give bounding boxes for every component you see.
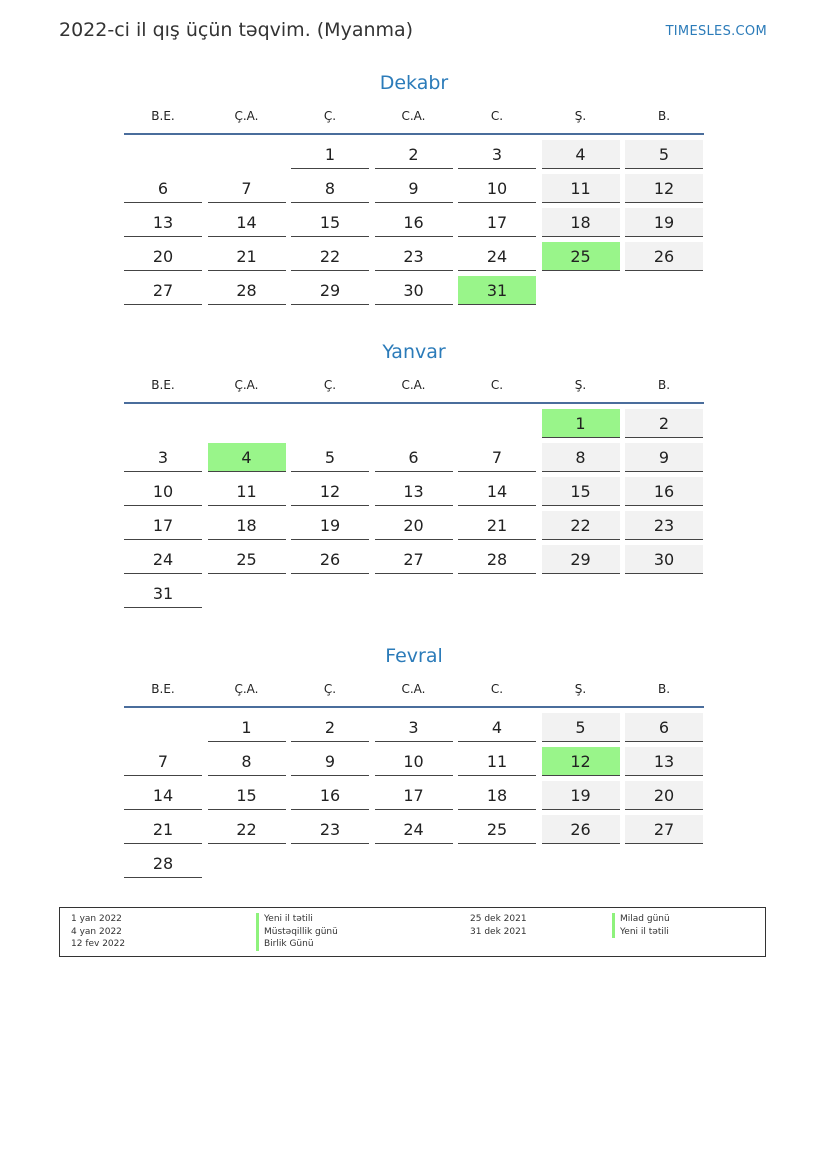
day-cell: 3 (375, 713, 453, 742)
day-cell: 20 (124, 242, 202, 271)
day-cell: 2 (625, 409, 703, 438)
legend-names-right (612, 913, 670, 938)
day-cell: 15 (542, 477, 620, 506)
day-cell: 23 (291, 815, 369, 844)
weekday-label: C.A. (401, 109, 426, 123)
day-cell: 14 (458, 477, 536, 506)
day-cell: 9 (375, 174, 453, 203)
holiday-day-cell: 1 (542, 409, 620, 438)
weekday-label: Ş. (574, 682, 587, 696)
day-cell: 8 (208, 747, 286, 776)
day-cell: 11 (542, 174, 620, 203)
holiday-day-cell: 25 (542, 242, 620, 271)
day-cell: 11 (458, 747, 536, 776)
day-cell: 24 (458, 242, 536, 271)
day-cell: 21 (124, 815, 202, 844)
day-cell: 1 (208, 713, 286, 742)
legend-date: 12 fev 2022 (71, 939, 126, 949)
weekday-label: C. (490, 109, 504, 123)
day-cell: 31 (124, 579, 202, 608)
weekday-label: B.E. (151, 682, 175, 696)
day-cell: 7 (208, 174, 286, 203)
day-cell: 23 (375, 242, 453, 271)
day-cell: 23 (625, 511, 703, 540)
weekday-label: Ç. (323, 682, 337, 696)
weekday-label: B.E. (151, 109, 175, 123)
day-cell: 16 (625, 477, 703, 506)
day-cell: 2 (375, 140, 453, 169)
day-cell: 18 (208, 511, 286, 540)
day-cell: 18 (542, 208, 620, 237)
legend-date: 4 yan 2022 (71, 926, 122, 937)
weekday-label: B. (657, 378, 671, 392)
day-cell: 13 (375, 477, 453, 506)
day-cell: 2 (291, 713, 369, 742)
day-cell: 30 (375, 276, 453, 305)
legend-holiday-name: Birlik Günü (256, 938, 338, 951)
day-cell: 22 (542, 511, 620, 540)
month-january (124, 338, 704, 608)
day-cell: 19 (291, 511, 369, 540)
brand-link[interactable]: TIMESLES.COM (665, 24, 767, 39)
day-cell: 12 (291, 477, 369, 506)
day-cell: 3 (458, 140, 536, 169)
weekday-label: B.E. (151, 378, 175, 392)
weekday-label: Ş. (574, 109, 587, 123)
day-cell: 12 (625, 174, 703, 203)
day-cell: 22 (208, 815, 286, 844)
month-december (124, 69, 704, 305)
day-cell: 6 (375, 443, 453, 472)
day-cell: 29 (291, 276, 369, 305)
day-cell: 22 (291, 242, 369, 271)
empty-cell (375, 409, 453, 438)
day-cell: 17 (458, 208, 536, 237)
day-cell: 6 (124, 174, 202, 203)
day-cell: 9 (625, 443, 703, 472)
day-cell: 28 (208, 276, 286, 305)
day-cell: 10 (375, 747, 453, 776)
legend-dates-right (470, 913, 527, 938)
day-cell: 25 (458, 815, 536, 844)
weekday-header (124, 679, 704, 708)
day-grid (124, 140, 704, 305)
empty-cell (208, 409, 286, 438)
day-cell: 5 (542, 713, 620, 742)
day-cell: 16 (291, 781, 369, 810)
month-name: Dekabr (379, 72, 449, 94)
day-cell: 11 (208, 477, 286, 506)
weekday-label: Ç.A. (234, 682, 259, 696)
month-name: Fevral (385, 645, 443, 667)
weekday-header (124, 375, 704, 404)
day-cell: 29 (542, 545, 620, 574)
day-cell: 5 (625, 140, 703, 169)
legend-names-left (256, 913, 338, 951)
day-cell: 28 (124, 849, 202, 878)
day-cell: 21 (458, 511, 536, 540)
day-cell: 15 (208, 781, 286, 810)
day-cell: 26 (542, 815, 620, 844)
day-cell: 7 (458, 443, 536, 472)
day-cell: 28 (458, 545, 536, 574)
day-cell: 4 (458, 713, 536, 742)
legend-dates-left (71, 913, 125, 951)
weekday-label: B. (657, 682, 671, 696)
empty-cell (124, 713, 202, 742)
day-cell: 25 (208, 545, 286, 574)
day-cell: 20 (375, 511, 453, 540)
day-cell: 4 (542, 140, 620, 169)
legend-holiday-name: Müstəqillik günü (256, 926, 338, 939)
weekday-label: Ç.A. (234, 109, 259, 123)
empty-cell (291, 409, 369, 438)
weekday-label: Ş. (574, 378, 587, 392)
day-grid (124, 713, 704, 878)
weekday-label: Ç. (323, 378, 337, 392)
page-title: 2022-ci il qış üçün təqvim. (Myanma) (59, 19, 414, 41)
empty-cell (124, 409, 202, 438)
weekday-label: C. (490, 378, 504, 392)
holiday-day-cell: 4 (208, 443, 286, 472)
weekday-label: C.A. (401, 682, 426, 696)
month-february (124, 642, 704, 878)
day-cell: 27 (124, 276, 202, 305)
legend-date: 1 yan 2022 (71, 914, 122, 924)
day-cell: 27 (625, 815, 703, 844)
empty-cell (124, 140, 202, 169)
day-cell: 13 (625, 747, 703, 776)
day-cell: 10 (458, 174, 536, 203)
day-cell: 9 (291, 747, 369, 776)
day-cell: 27 (375, 545, 453, 574)
weekday-label: Ç. (323, 109, 337, 123)
day-cell: 19 (542, 781, 620, 810)
legend-holiday-name: Yeni il tətili (612, 926, 670, 939)
day-cell: 8 (291, 174, 369, 203)
day-cell: 10 (124, 477, 202, 506)
empty-cell (458, 409, 536, 438)
day-cell: 8 (542, 443, 620, 472)
day-grid (124, 409, 704, 608)
day-cell: 18 (458, 781, 536, 810)
legend-holiday-name: Yeni il tətili (256, 913, 338, 926)
day-cell: 26 (625, 242, 703, 271)
day-cell: 15 (291, 208, 369, 237)
day-cell: 7 (124, 747, 202, 776)
weekday-label: B. (657, 109, 671, 123)
holiday-day-cell: 12 (542, 747, 620, 776)
legend-holiday-name: Milad günü (612, 913, 670, 926)
day-cell: 1 (291, 140, 369, 169)
day-cell: 14 (208, 208, 286, 237)
day-cell: 3 (124, 443, 202, 472)
holiday-legend (59, 907, 766, 957)
day-cell: 5 (291, 443, 369, 472)
holiday-day-cell: 31 (458, 276, 536, 305)
day-cell: 30 (625, 545, 703, 574)
day-cell: 19 (625, 208, 703, 237)
legend-date: 25 dek 2021 (470, 914, 527, 924)
day-cell: 6 (625, 713, 703, 742)
day-cell: 13 (124, 208, 202, 237)
day-cell: 24 (124, 545, 202, 574)
weekday-label: Ç.A. (234, 378, 259, 392)
day-cell: 24 (375, 815, 453, 844)
month-name: Yanvar (382, 341, 446, 363)
legend-date: 31 dek 2021 (470, 926, 527, 937)
weekday-label: C.A. (401, 378, 426, 392)
weekday-label: C. (490, 682, 504, 696)
empty-cell (208, 140, 286, 169)
day-cell: 17 (375, 781, 453, 810)
day-cell: 26 (291, 545, 369, 574)
day-cell: 21 (208, 242, 286, 271)
day-cell: 17 (124, 511, 202, 540)
day-cell: 16 (375, 208, 453, 237)
day-cell: 14 (124, 781, 202, 810)
day-cell: 20 (625, 781, 703, 810)
weekday-header (124, 106, 704, 135)
